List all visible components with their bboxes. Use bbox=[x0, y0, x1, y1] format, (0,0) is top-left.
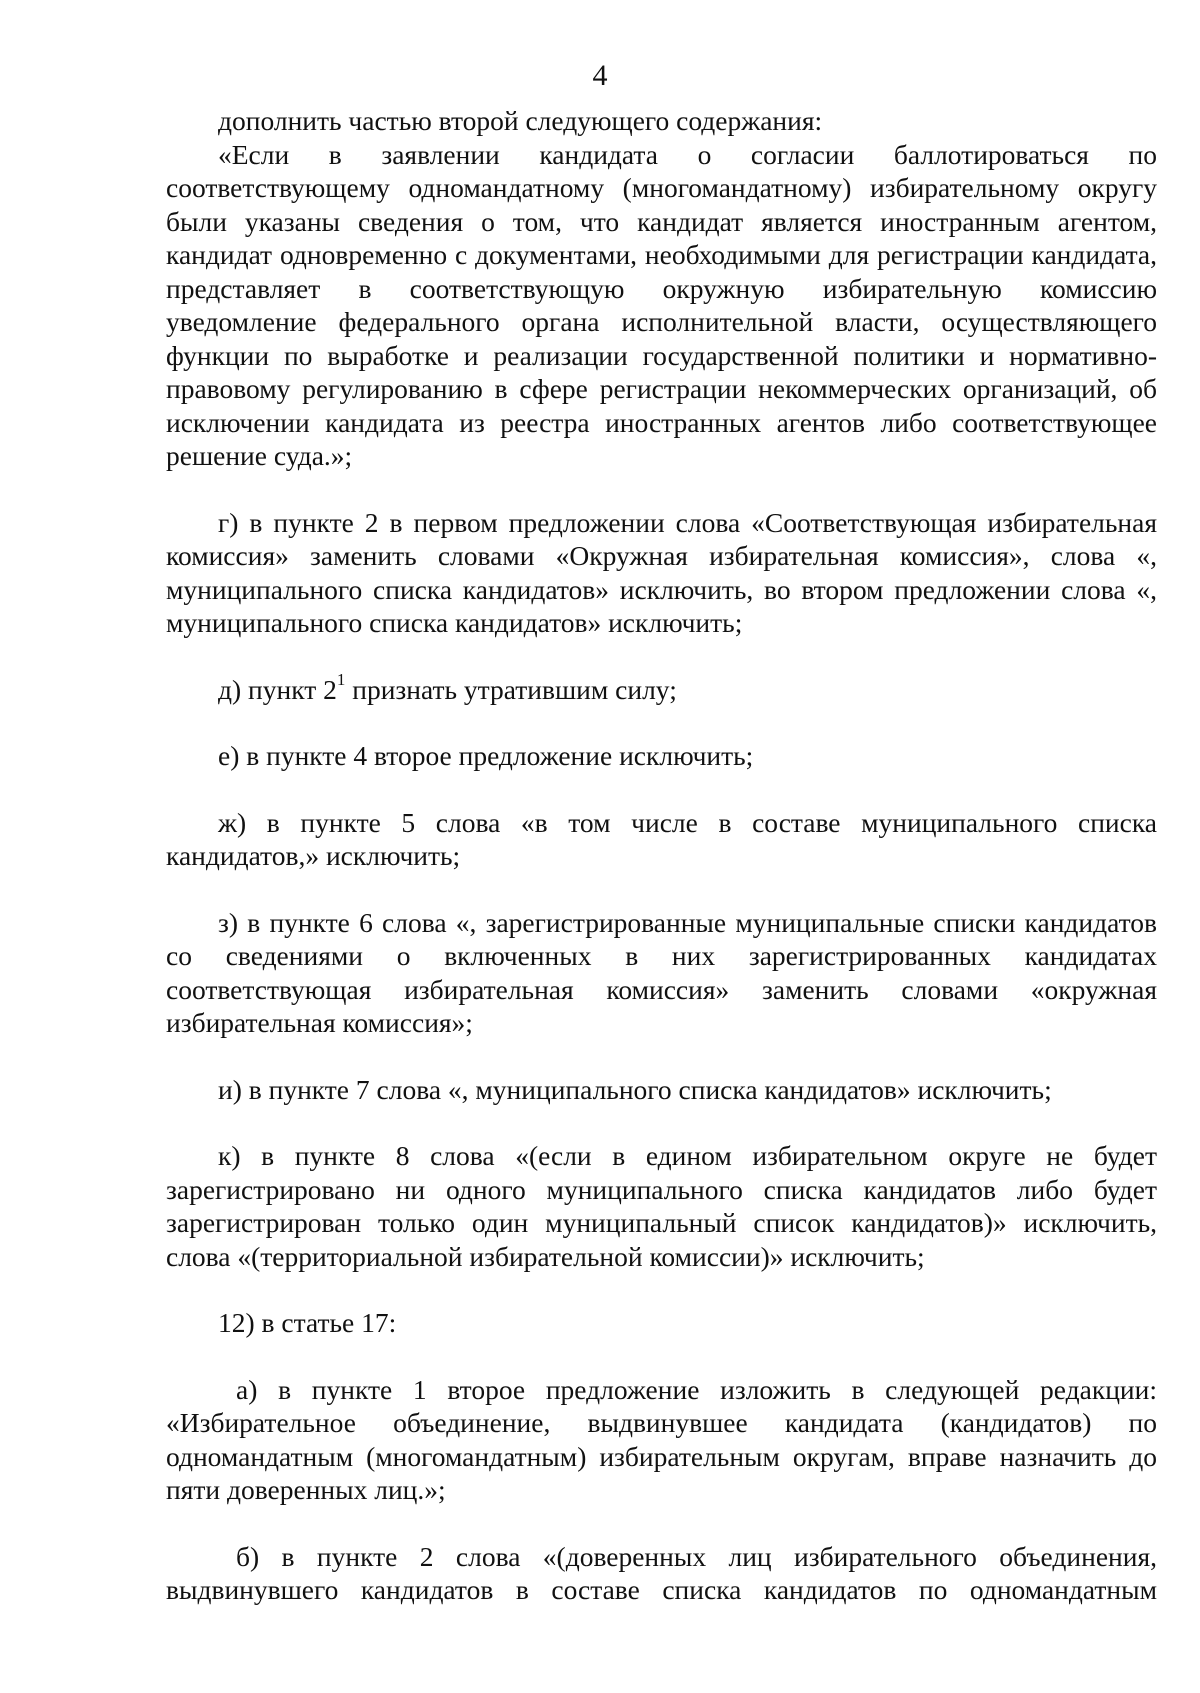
paragraph-item-a: а) в пункте 1 второе предложение изложить в следующей редакции: «Избирательное объединение, выдвинувшее кандидата (кандидатов) по одномандатным (многомандатным) избирательным округам, вправе назначить до пяти доверенных лиц.»; bbox=[166, 1373, 1157, 1505]
item-d-text-before: д) пункт 2 bbox=[218, 673, 337, 705]
paragraph-item-e: е) в пункте 4 второе предложение исключить; bbox=[218, 740, 754, 771]
paragraph-item-k: к) в пункте 8 слова «(если в едином избирательном округе не будет зарегистрировано ни одного муниципального списка кандидатов либо будет зарегистрирован только один муниципальный список кандидатов)» исключить, слова «(территориальной избирательной комиссии)» исключить; bbox=[166, 1140, 1157, 1272]
paragraph-item-i: и) в пункте 7 слова «, муниципального списка кандидатов» исключить; bbox=[218, 1073, 1052, 1105]
document-body bbox=[166, 104, 1157, 1607]
paragraph-item-d bbox=[166, 670, 1157, 707]
page-number: 4 bbox=[592, 59, 608, 92]
item-d-superscript: 1 bbox=[336, 670, 346, 690]
paragraph-intro: дополнить частью второй следующего содержания: bbox=[218, 105, 823, 136]
paragraph-item-g: г) в пункте 2 в первом предложении слова «Соответствующая избирательная комиссия» заменить словами «Окружная избирательная комиссия», слова «, муниципального списка кандидатов» исключить, во втором предложении слова «, муниципального списка кандидатов» исключить; bbox=[166, 506, 1157, 638]
paragraph-item-zh: ж) в пункте 5 слова «в том числе в составе муниципального списка кандидатов,» исключить; bbox=[166, 806, 1157, 871]
paragraph-section-12: 12) в статье 17: bbox=[218, 1307, 397, 1338]
item-d-text-after: признать утратившим силу; bbox=[345, 673, 677, 705]
paragraph-quote: «Если в заявлении кандидата о согласии баллотироваться по соответствующему одномандатному (многомандатному) избирательному округу были указаны сведения о том, что кандидат является иностранным агентом, кандидат одновременно с документами, необходимыми для регистрации кандидата, представляет в соответствующую окружную избирательную комиссию уведомление федерального органа исполнительной власти, осуществляющего функции по выработке и реализации государственной политики и нормативно-правовому регулированию в сфере регистрации некоммерческих организаций, об исключении кандидата из реестра иностранных агентов либо соответствующее решение суда.»; bbox=[166, 138, 1157, 471]
paragraph-item-b: б) в пункте 2 слова «(доверенных лиц избирательного объединения, выдвинувшего кандидатов в составе списка кандидатов по одномандатным bbox=[166, 1540, 1157, 1605]
paragraph-item-z: з) в пункте 6 слова «, зарегистрированные муниципальные списки кандидатов со сведениями о включенных в них зарегистрированных кандидатах соответствующая избирательная комиссия» заменить словами «окружная избирательная комиссия»; bbox=[166, 906, 1157, 1038]
